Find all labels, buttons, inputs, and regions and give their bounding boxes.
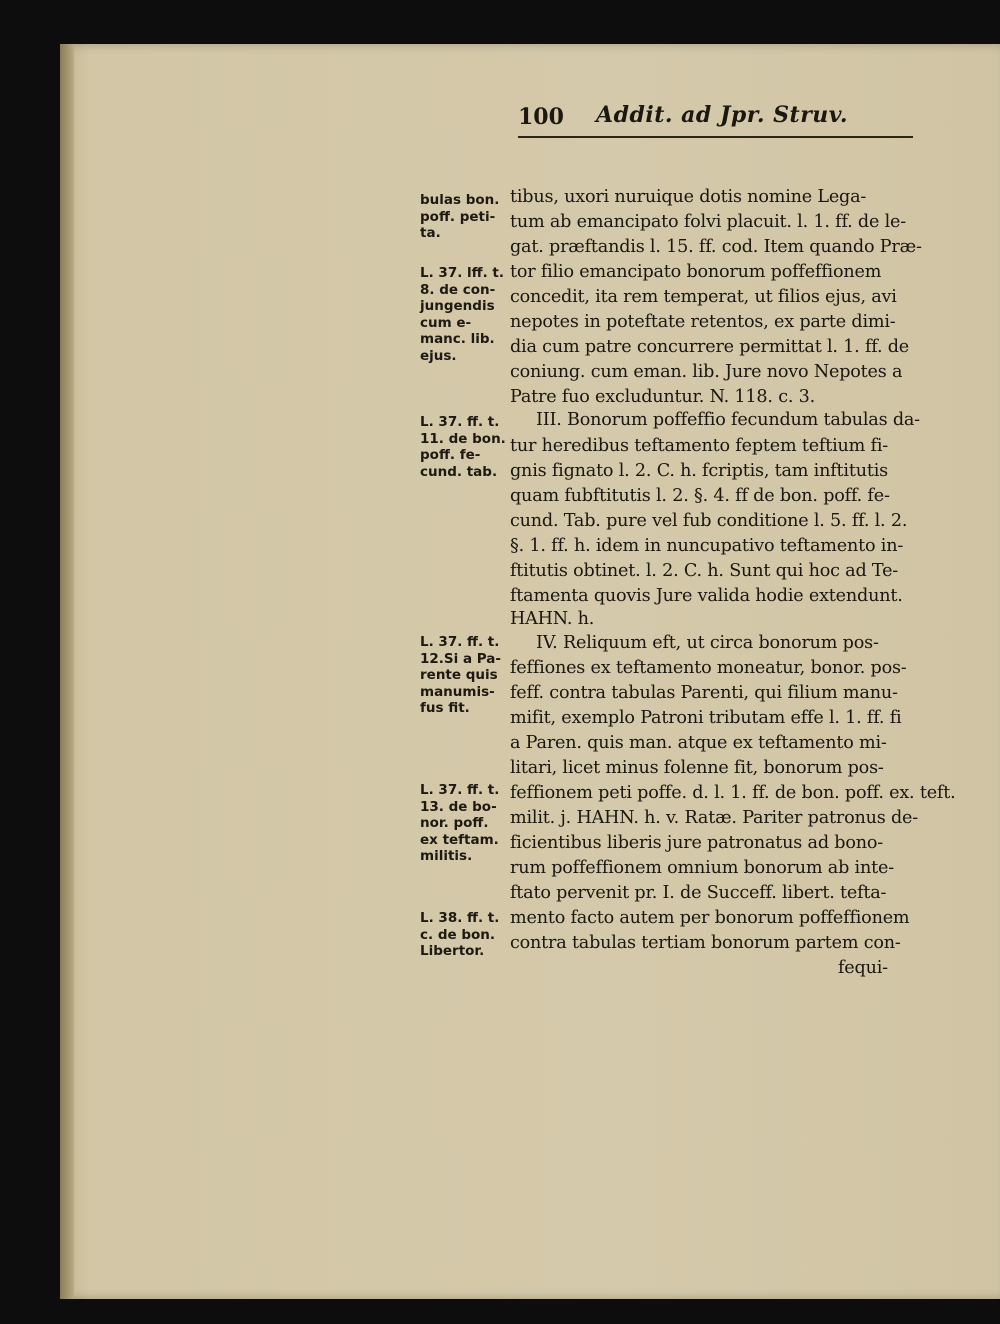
text-line: quam fubftitutis l. 2. §. 4. ff de bon. poff. fe- bbox=[510, 486, 890, 506]
text-line: gat. præftandis l. 15. ff. cod. Item quando Præ- bbox=[510, 237, 922, 257]
margin-note-line: ejus. bbox=[420, 347, 457, 364]
margin-note-line: L. 38. ff. t. bbox=[420, 910, 500, 926]
margin-note-line: L. 37. ff. t. bbox=[420, 414, 500, 430]
text-line: tor filio emancipato bonorum poffeffionem bbox=[510, 262, 882, 282]
margin-note bbox=[420, 782, 512, 865]
text-line: ftato pervenit pr. I. de Succeff. libert. tefta- bbox=[510, 883, 887, 903]
margin-note-line: manumis- bbox=[420, 683, 495, 700]
page-header bbox=[518, 100, 913, 138]
margin-note-line: L. 37. lff. t. bbox=[420, 265, 505, 281]
margin-note-line: ta. bbox=[420, 225, 441, 242]
margin-note bbox=[420, 265, 512, 365]
margin-note-line: nor. poff. bbox=[420, 815, 489, 832]
text-line: nepotes in poteftate retentos, ex parte dimi- bbox=[510, 312, 896, 332]
margin-note-line: L. 37. ff. t. bbox=[420, 782, 500, 798]
text-line: dia cum patre concurrere permittat l. 1. ff. de bbox=[510, 337, 910, 357]
text-line: litari, licet minus folenne fit, bonorum pos- bbox=[510, 758, 884, 778]
margin-note-line: 8. de con- bbox=[420, 281, 496, 298]
margin-note-line: jungendis bbox=[420, 298, 495, 315]
page-number: 100 bbox=[518, 104, 564, 130]
text-line: concedit, ita rem temperat, ut filios ejus, avi bbox=[510, 287, 897, 307]
text-line: milit. j. HAHN. h. v. Ratæ. Pariter patronus de- bbox=[510, 808, 918, 828]
margin-note bbox=[420, 634, 512, 717]
text-line: tum ab emancipato folvi placuit. l. 1. ff. de le- bbox=[510, 212, 906, 232]
margin-note-line: militis. bbox=[420, 848, 473, 865]
margin-note bbox=[420, 414, 512, 480]
text-line: HAHN. h. bbox=[510, 609, 595, 629]
text-line: feff. contra tabulas Parenti, qui filium manu- bbox=[510, 683, 898, 703]
margin-note-line: ex teftam. bbox=[420, 831, 499, 848]
text-line: mento facto autem per bonorum poffeffionem bbox=[510, 908, 910, 928]
text-line: ficientibus liberis jure patronatus ad bono- bbox=[510, 833, 883, 853]
running-title: Addit. ad Jpr. Struv. bbox=[596, 102, 849, 128]
margin-note-line: L. 37. ff. t. bbox=[420, 634, 500, 650]
text-line: gnis fignato l. 2. C. h. fcriptis, tam inftitutis bbox=[510, 461, 888, 481]
text-line: coniung. cum eman. lib. Jure novo Nepotes a bbox=[510, 362, 903, 382]
text-line: IV. Reliquum eft, ut circa bonorum pos- bbox=[536, 633, 879, 653]
margin-note-line: 13. de bo- bbox=[420, 798, 497, 815]
margin-note-line: 12.Si a Pa- bbox=[420, 650, 502, 667]
text-line: a Paren. quis man. atque ex teftamento mi- bbox=[510, 733, 887, 753]
catchword: fequi- bbox=[838, 958, 888, 978]
margin-note-line: cum e- bbox=[420, 314, 472, 331]
text-line: feffionem peti poffe. d. l. 1. ff. de bon. poff. ex. teft. bbox=[510, 783, 956, 803]
text-line: III. Bonorum poffeffio fecundum tabulas da- bbox=[536, 410, 920, 430]
text-line: tibus, uxori nuruique dotis nomine Lega- bbox=[510, 187, 867, 207]
text-line: mifit, exemplo Patroni tributam effe l. 1. ff. fi bbox=[510, 708, 902, 728]
text-line: Patre fuo excluduntur. N. 118. c. 3. bbox=[510, 387, 816, 407]
text-line: ftamenta quovis Jure valida hodie extendunt. bbox=[510, 586, 903, 606]
margin-note-line: Libertor. bbox=[420, 943, 485, 960]
margin-note-line: manc. lib. bbox=[420, 331, 495, 348]
margin-note-line: fus fit. bbox=[420, 700, 470, 717]
text-line: tur heredibus teftamento feptem teftium fi- bbox=[510, 436, 889, 456]
page-spine-shadow bbox=[60, 44, 74, 1299]
text-line: rum poffeffionem omnium bonorum ab inte- bbox=[510, 858, 894, 878]
margin-note bbox=[420, 910, 512, 960]
margin-note-line: poff. peti- bbox=[420, 208, 496, 225]
margin-note-line: c. de bon. bbox=[420, 926, 496, 943]
text-line: feffiones ex teftamento moneatur, bonor. pos- bbox=[510, 658, 907, 678]
margin-note-line: rente quis bbox=[420, 667, 498, 684]
text-line: ftitutis obtinet. l. 2. C. h. Sunt qui hoc ad Te- bbox=[510, 561, 899, 581]
margin-note-line: poff. fe- bbox=[420, 447, 481, 464]
margin-note-line: 11. de bon. bbox=[420, 430, 506, 447]
text-line: cund. Tab. pure vel fub conditione l. 5. ff. l. 2. bbox=[510, 511, 908, 531]
text-line: §. 1. ff. h. idem in nuncupativo teftamento in- bbox=[510, 536, 904, 556]
margin-note-line: cund. tab. bbox=[420, 463, 498, 480]
margin-note bbox=[420, 192, 512, 242]
text-line: contra tabulas tertiam bonorum partem con- bbox=[510, 933, 901, 953]
margin-note-line: bulas bon. bbox=[420, 192, 500, 208]
